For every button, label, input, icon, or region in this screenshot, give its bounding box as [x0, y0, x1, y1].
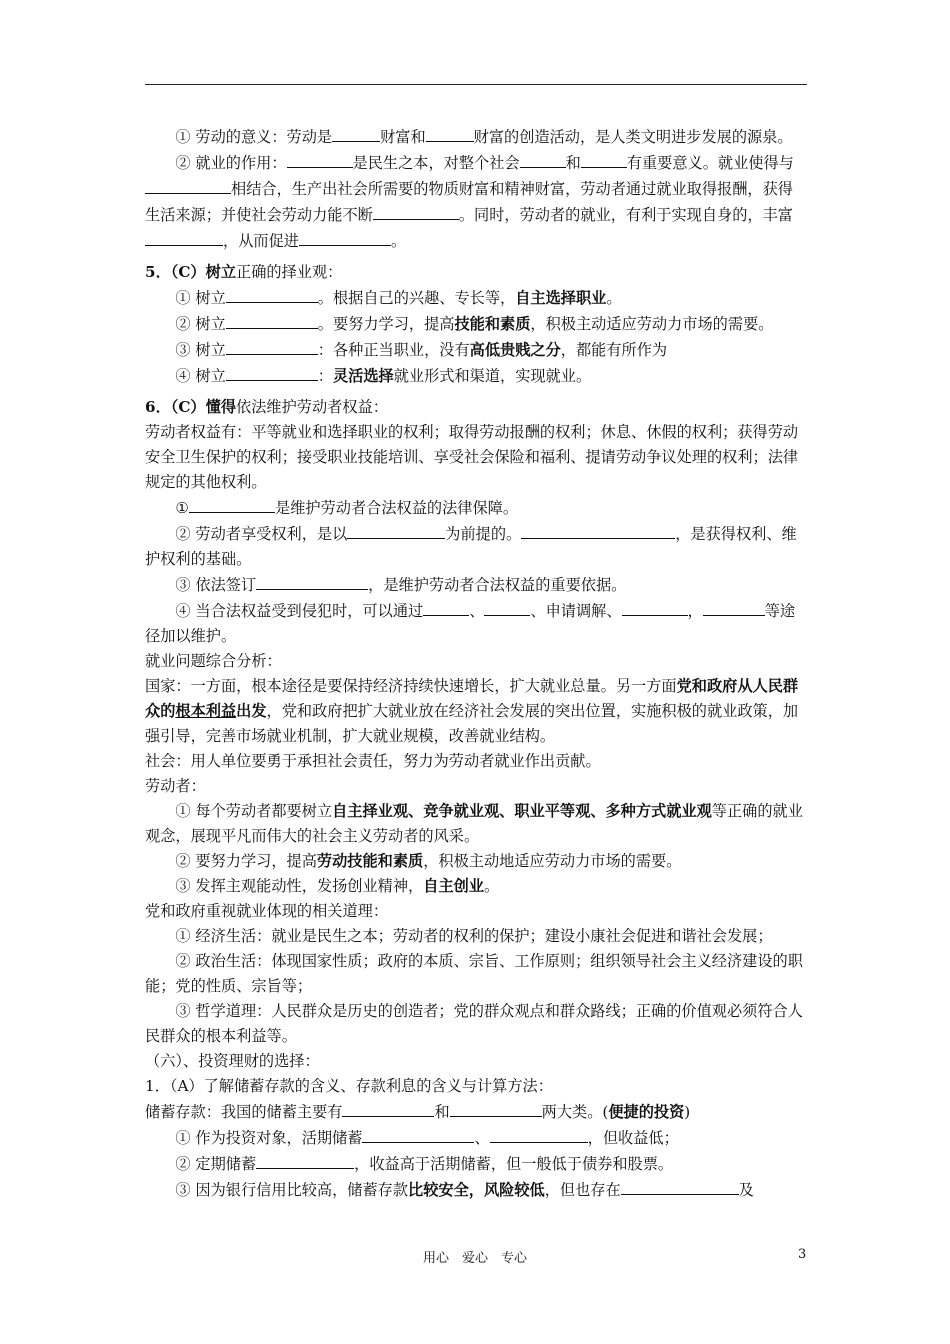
text: ， — [687, 602, 703, 620]
blank[interactable] — [226, 285, 318, 303]
text: 。 — [390, 232, 407, 250]
text: ，但也存在 — [544, 1181, 621, 1199]
blank[interactable] — [362, 1125, 474, 1143]
text: 懂得 — [205, 398, 236, 416]
blank[interactable] — [373, 202, 459, 220]
text: 。 — [483, 877, 500, 895]
worker-rights: 劳动者权益有：平等就业和选择职业的权利；取得劳动报酬的权利；休息、休假的权利；获得劳动安全卫生保护的权利；接受职业技能培训、享受社会保险和福利、提请劳动争议处理的权利；法律规定的其他权利。 — [145, 423, 799, 491]
analysis-worker-heading: 劳动者： — [145, 777, 206, 795]
worker-item-3 — [145, 874, 807, 899]
party-heading: 党和政府重视就业体现的相关道理： — [145, 902, 388, 920]
text: ，都能有所作为 — [560, 341, 668, 359]
savings-deposit — [145, 1099, 807, 1125]
text: 财富和 — [380, 128, 426, 146]
document-body — [145, 124, 807, 1203]
page-number: 3 — [798, 1247, 807, 1262]
worker-item-1 — [145, 799, 807, 849]
blank[interactable] — [342, 1099, 434, 1117]
text: 财富的创造活动，是人类文明进步发展的源泉。 — [473, 128, 793, 146]
text: 党和政府从人民群众的 — [145, 677, 799, 720]
party-item-3: ③ 哲学道理：人民群众是历史的创造者；党的群众观点和群众路线；正确的价值观必须符合人民群众的根本利益等。 — [145, 1002, 803, 1045]
text: ② 就业的作用： — [175, 154, 287, 172]
text: ④ 当合法权益受到侵犯时，可以通过 — [175, 602, 424, 620]
rights-item-1 — [145, 495, 807, 521]
text: 两大类。( — [541, 1103, 609, 1121]
career-view-3 — [145, 337, 807, 363]
text: 6．（C） — [145, 398, 206, 416]
party-item-1: ① 经济生活：就业是民生之本；劳动者的权利的保护；建设小康社会促进和谐社会发展； — [175, 927, 773, 945]
blank[interactable] — [426, 124, 474, 142]
blank[interactable] — [226, 363, 318, 381]
savings-item-2 — [145, 1151, 807, 1177]
blank[interactable] — [521, 521, 675, 539]
text: 灵活选择 — [332, 367, 394, 385]
text: 和 — [565, 154, 581, 172]
analysis-country — [145, 674, 807, 749]
text: ③ 依法签订 — [175, 576, 257, 594]
worker-item-2 — [145, 849, 807, 874]
blank[interactable] — [622, 598, 688, 616]
text: 储蓄存款：我国的储蓄主要有 — [145, 1103, 343, 1121]
career-view-1 — [145, 285, 807, 311]
text: ② 劳动者享受权利，是以 — [175, 525, 348, 543]
text: 、 — [474, 1129, 490, 1147]
text: 为前提的。 — [445, 525, 522, 543]
text: 有重要意义。就业使得与 — [626, 154, 794, 172]
analysis-society: 社会：用人单位要勇于承担社会责任，努力为劳动者就业作出贡献。 — [145, 752, 601, 770]
blank[interactable] — [226, 337, 318, 355]
blank[interactable] — [484, 598, 530, 616]
text: ，是获得权利、维护权利的基础。 — [145, 525, 797, 568]
blank[interactable] — [145, 176, 231, 194]
text: ③ 发挥主观能动性，发扬创业精神， — [175, 877, 424, 895]
text: ，积极主动适应劳动力市场的需要。 — [530, 315, 774, 333]
blank[interactable] — [621, 1177, 739, 1195]
text: 出发 — [236, 702, 267, 720]
blank[interactable] — [256, 1151, 354, 1169]
text: ② 树立 — [175, 315, 226, 333]
blank[interactable] — [189, 495, 275, 513]
text: ，积极主动地适应劳动力市场的需要。 — [423, 852, 682, 870]
text: ② 定期储蓄 — [175, 1155, 257, 1173]
blank[interactable] — [145, 228, 223, 246]
text: 。要努力学习，提高 — [317, 315, 455, 333]
employment-role — [145, 150, 807, 254]
text: 。同时，劳动者的就业，有利于实现自身的，丰富 — [458, 206, 793, 224]
blank[interactable] — [490, 1125, 588, 1143]
text: 和 — [434, 1103, 450, 1121]
text: 依法维护劳动者权益： — [236, 398, 388, 416]
text: 就业形式和渠道，实现就业。 — [393, 367, 592, 385]
text: 。 — [606, 289, 622, 307]
text: 自主创业 — [423, 877, 484, 895]
text: ，是维护劳动者合法权益的重要依据。 — [368, 576, 627, 594]
blank[interactable] — [450, 1099, 542, 1117]
section-5-title — [145, 260, 807, 285]
text: 劳动技能和素质 — [316, 852, 424, 870]
text: 是维护劳动者合法权益的法律保障。 — [275, 499, 519, 517]
header-rule — [145, 84, 807, 85]
career-view-4 — [145, 363, 807, 389]
rights-item-2 — [145, 521, 807, 572]
blank[interactable] — [581, 150, 627, 168]
blank[interactable] — [703, 598, 765, 616]
text: ③ 因为银行信用比较高，储蓄存款 — [175, 1181, 409, 1199]
rights-item-4 — [145, 598, 807, 649]
text: ② 要努力学习，提高 — [175, 852, 317, 870]
savings-item-3 — [145, 1177, 807, 1203]
text: 及 — [738, 1181, 754, 1199]
text: ③ 树立 — [175, 341, 226, 359]
analysis-heading: 就业问题综合分析： — [145, 652, 282, 670]
text: ，但收益低； — [587, 1129, 679, 1147]
blank[interactable] — [347, 521, 445, 539]
text: 比较安全，风险较低 — [408, 1181, 545, 1199]
career-view-2 — [145, 311, 807, 337]
text: ) — [684, 1103, 691, 1121]
text: 、申请调解、 — [530, 602, 622, 620]
text: ，从而促进 — [223, 232, 299, 250]
invest-heading: （六）、投资理财的选择： — [145, 1052, 320, 1070]
text: ① 作为投资对象，活期储蓄 — [175, 1129, 363, 1147]
text: ④ 树立 — [175, 367, 226, 385]
text: 树立 — [205, 263, 236, 281]
text: 。根据自己的兴趣、专长等， — [317, 289, 516, 307]
text: 便捷的投资 — [608, 1103, 685, 1121]
blank[interactable] — [226, 311, 318, 329]
text: ：各种正当职业，没有 — [317, 341, 470, 359]
text: 国家：一方面，根本途径是要保持经济持续快速增长，扩大就业总量。另一方面 — [145, 677, 677, 695]
text: 、 — [469, 602, 485, 620]
text: ： — [317, 367, 333, 385]
text: 相结合，生产出社会所需要的物质财富和精神财富，劳动者通过就业取得报酬，获得生活来源；并使社会劳动力能不断 — [145, 180, 793, 224]
blank[interactable] — [423, 598, 469, 616]
invest-topic-1: 1．（A）了解储蓄存款的含义、存款利息的含义与计算方法： — [145, 1077, 553, 1095]
text: 5．（C） — [145, 263, 206, 281]
savings-item-1 — [145, 1125, 807, 1151]
labor-meaning — [145, 124, 807, 150]
blank[interactable] — [256, 572, 368, 590]
text: ① 树立 — [175, 289, 226, 307]
text: 自主选择职业 — [515, 289, 607, 307]
section-6-title — [145, 395, 807, 420]
blank[interactable] — [520, 150, 566, 168]
text: 高低贵贱之分 — [469, 341, 561, 359]
blank[interactable] — [287, 150, 353, 168]
blank[interactable] — [332, 124, 380, 142]
party-item-2: ② 政治生活：体现国家性质；政府的本质、宗旨、工作原则；组织领导社会主义经济建设的职能；党的性质、宗旨等； — [145, 952, 803, 995]
text: 等正确的就业观念，展现平凡而伟大的社会主义劳动者的风采。 — [145, 802, 803, 845]
text: ，党和政府把扩大就业放在经济社会发展的突出位置，实施积极的就业政策，加强引导，完善市场就业机制，扩大就业规模，改善就业结构。 — [145, 702, 799, 745]
text: ① 劳动的意义：劳动是 — [175, 128, 333, 146]
text: ① — [175, 499, 190, 517]
page-footer: 用心 爱心 专心 — [422, 1251, 527, 1266]
text: ，收益高于活期储蓄，但一般低于债券和股票。 — [354, 1155, 674, 1173]
text: 根本利益 — [175, 702, 237, 720]
text: 等途径加以维护。 — [145, 602, 796, 645]
text: ① 每个劳动者都要树立 — [175, 802, 333, 820]
text: 是民生之本，对整个社会 — [352, 154, 520, 172]
blank[interactable] — [299, 228, 391, 246]
text: 技能和素质 — [454, 315, 531, 333]
text: 自主择业观、竞争就业观、职业平等观、多种方式就业观 — [332, 802, 712, 820]
text: 正确的择业观： — [236, 263, 343, 281]
rights-item-3 — [145, 572, 807, 598]
